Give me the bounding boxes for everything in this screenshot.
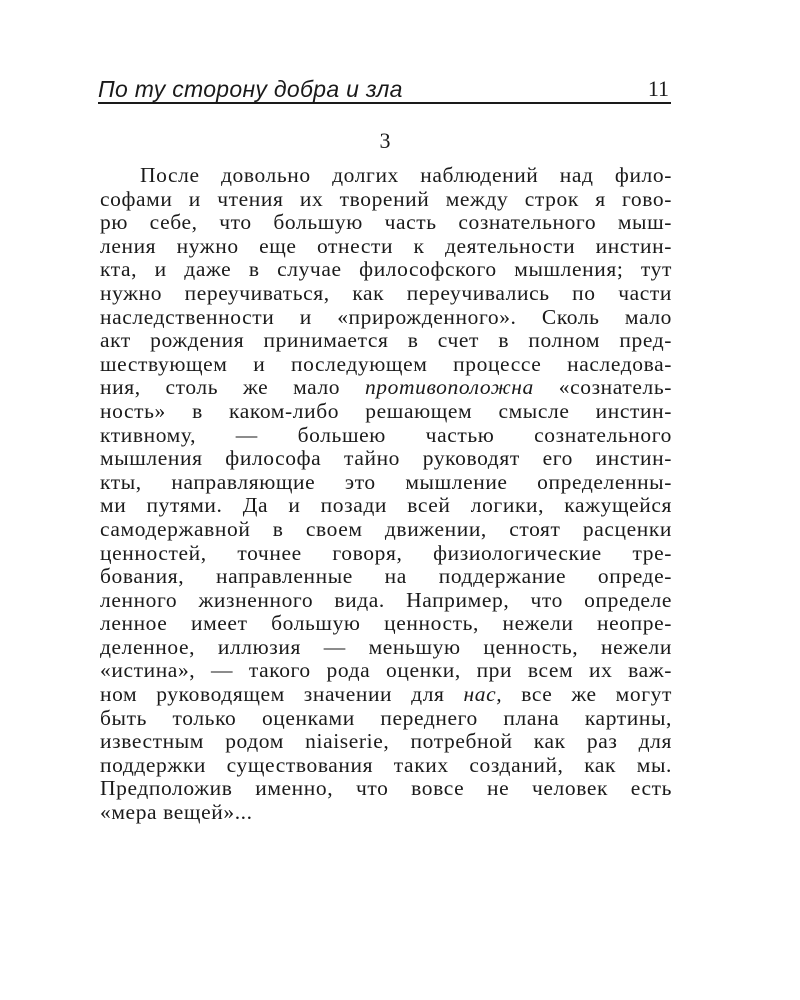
running-header	[98, 76, 671, 104]
text-line: ность» в каком-либо решающем смысле инстин-	[100, 398, 672, 423]
text-line: ления нужно еще отнести к деятельности инстин-	[100, 233, 672, 258]
text-line: нужно переучиваться, как переучивались по части	[100, 280, 672, 305]
body-paragraph	[100, 164, 672, 825]
header-title: По ту сторону добра и зла	[98, 76, 403, 102]
text-line: ктивному, — большею частью сознательного	[100, 422, 672, 447]
text-line: После довольно долгих наблюдений над фило-	[140, 163, 672, 187]
text-line: поддержки существования таких созданий, как мы.	[100, 752, 672, 777]
text-line: шествующем и последующем процессе наследова-	[100, 351, 672, 376]
text-line: ценностей, точнее говоря, физиологические тре-	[100, 540, 672, 565]
text-segment: «сознатель-	[533, 375, 672, 400]
text-line: Предположив именно, что вовсе не человек есть	[100, 776, 672, 801]
text-segment: все же могут	[502, 682, 672, 707]
text-segment: ния, столь же мало	[100, 375, 365, 400]
text-line: ленное имеет большую ценность, нежели неопре-	[100, 611, 672, 636]
text-line: наследственности и «прирожденного». Сколь мало	[100, 304, 672, 329]
text-line: акт рождения принимается в счет в полном пред-	[100, 328, 672, 353]
text-line: деленное, иллюзия — меньшую ценность, нежели	[100, 634, 672, 659]
text-segment: ном руководящем значении для	[100, 682, 464, 707]
text-line: «истина», — такого рода оценки, при всем их важ-	[100, 658, 672, 683]
text-line: «мера вещей»...	[100, 800, 253, 825]
emphasized-word: нас,	[463, 682, 503, 707]
text-line: рю себе, что большую часть сознательного мыш-	[100, 210, 672, 235]
section-number: 3	[379, 128, 391, 153]
text-line: мышления философа тайно руководят его инстин-	[100, 446, 672, 471]
text-line-with-emphasis	[100, 376, 672, 400]
text-line: софами и чтения их творений между строк я гово-	[100, 186, 672, 211]
emphasized-word: противоположна	[364, 375, 534, 400]
text-line: ленного жизненного вида. Например, что определе	[100, 587, 672, 612]
text-line: кта, и даже в случае философского мышления; тут	[100, 257, 672, 282]
text-line: кты, направляющие это мышление определенны-	[100, 469, 672, 494]
text-line: быть только оценками переднего плана картины,	[100, 705, 672, 730]
text-line: известным родом niaiserie, потребной как раз для	[100, 729, 672, 754]
text-line: самодержавной в своем движении, стоят расценки	[100, 516, 672, 541]
text-line-with-emphasis	[100, 683, 672, 707]
text-line: бования, направленные на поддержание опреде-	[100, 564, 672, 589]
text-line: ми путями. Да и позади всей логики, кажущейся	[100, 493, 672, 518]
page-number: 11	[647, 76, 669, 101]
